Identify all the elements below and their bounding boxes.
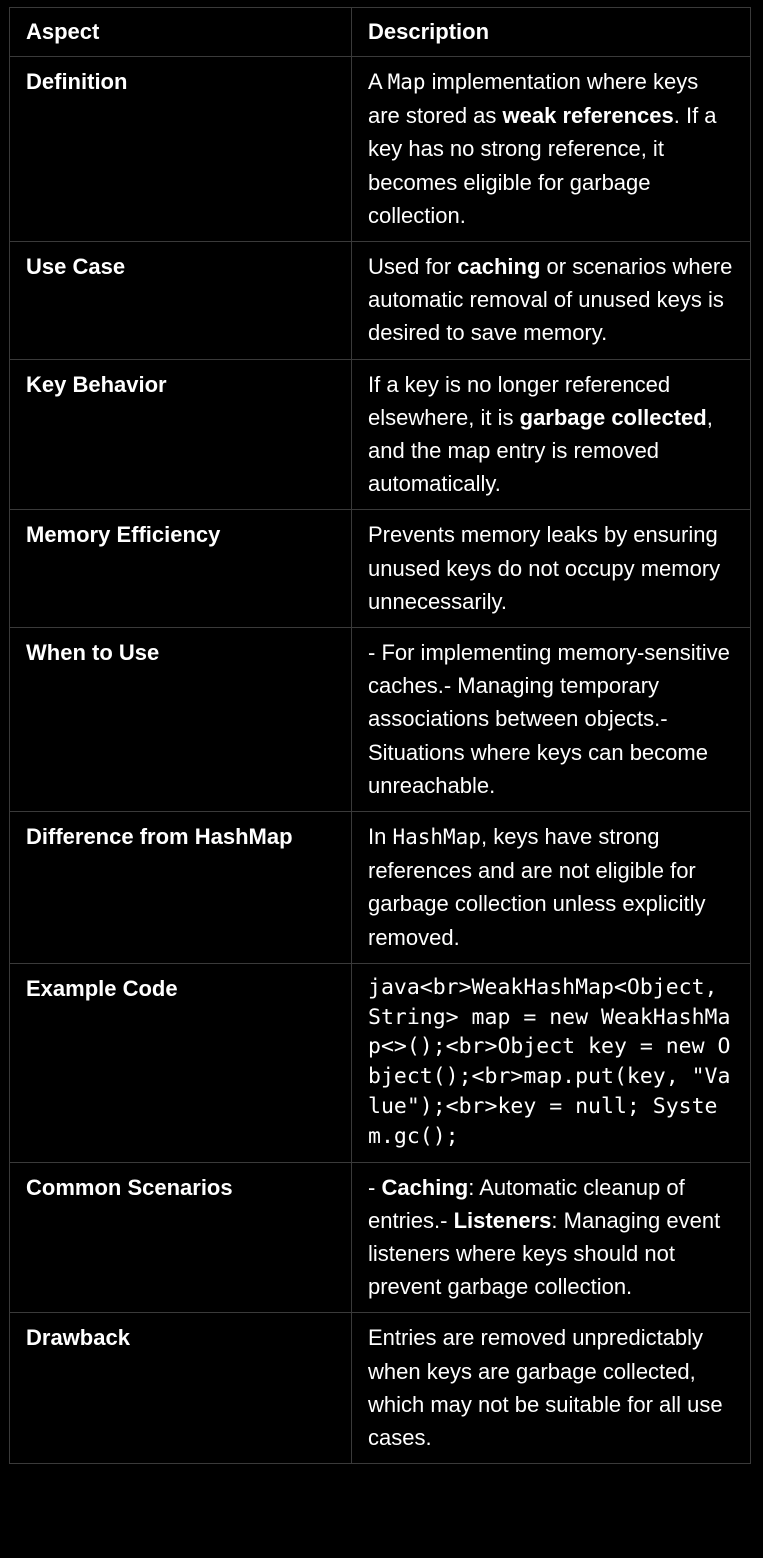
description-cell (352, 628, 751, 812)
table-header-row (10, 8, 751, 57)
inline-code: Map (387, 70, 426, 94)
aspect-cell: Common Scenarios (10, 1162, 352, 1313)
description-cell (352, 1313, 751, 1464)
aspect-cell: When to Use (10, 628, 352, 812)
text-segment: : Automatic cleanup of entries.- (368, 1174, 685, 1233)
description-cell (352, 812, 751, 964)
text-segment: java<br>WeakHashMap<Object, String> map = new WeakHashMap<>();<br>Object key = new Object();<br>map.put(key, "Value");<br>key = null; System.gc(); (368, 974, 731, 1149)
aspect-cell: Difference from HashMap (10, 812, 352, 964)
text-segment: In (368, 824, 393, 850)
table-row (10, 1313, 751, 1464)
table-row (10, 510, 751, 628)
bold-term: Listeners (453, 1207, 552, 1233)
table-row (10, 963, 751, 1162)
bold-term: weak references (502, 103, 674, 129)
text-segment: - For implementing memory-sensitive caches.- Managing temporary associations between objects.- Situations where keys can become unreachable. (368, 640, 730, 798)
code-example-cell (352, 963, 751, 1162)
description-cell (352, 57, 751, 242)
inline-code: HashMap (392, 825, 481, 850)
table-body (10, 57, 751, 1464)
text-segment: . If a key has no strong reference, it becomes eligible for garbage collection. (368, 103, 717, 228)
aspect-cell: Example Code (10, 963, 352, 1162)
comparison-table-container (9, 7, 750, 1464)
description-cell (352, 510, 751, 628)
table-row (10, 1162, 751, 1313)
header-aspect: Aspect (10, 8, 352, 57)
aspect-cell: Use Case (10, 242, 352, 360)
aspect-cell: Key Behavior (10, 359, 352, 510)
text-segment: Prevents memory leaks by ensuring unused keys do not occupy memory unnecessarily. (368, 522, 721, 614)
text-segment: or scenarios where automatic removal of unused keys is desired to save memory. (368, 254, 733, 346)
table-row (10, 812, 751, 964)
text-segment: Used for (368, 254, 458, 280)
text-segment: Entries are removed unpredictably when keys are garbage collected, which may not be suitable for all use cases. (368, 1325, 723, 1451)
aspect-cell: Drawback (10, 1313, 352, 1464)
text-segment: , keys have strong references and are not eligible for garbage collection unless explicitly removed. (368, 824, 706, 950)
aspect-cell: Definition (10, 57, 352, 242)
table-row (10, 57, 751, 242)
table-row (10, 242, 751, 360)
description-cell (352, 1162, 751, 1313)
text-segment: , and the map entry is removed automatically. (368, 404, 713, 497)
text-segment: - (368, 1174, 382, 1200)
header-description: Description (352, 8, 751, 57)
text-segment: : Managing event listeners where keys should not prevent garbage collection. (368, 1207, 721, 1300)
bold-term: caching (457, 254, 541, 280)
bold-term: garbage collected (519, 404, 707, 430)
description-cell (352, 359, 751, 510)
bold-term: Caching (381, 1174, 469, 1200)
weakhashmap-table (9, 7, 751, 1464)
table-row (10, 359, 751, 510)
text-segment: If a key is no longer referenced elsewhere, it is (368, 371, 671, 430)
aspect-cell: Memory Efficiency (10, 510, 352, 628)
text-segment: A (368, 69, 388, 94)
text-segment: implementation where keys are stored as (368, 69, 699, 129)
description-cell (352, 242, 751, 360)
table-row (10, 628, 751, 812)
